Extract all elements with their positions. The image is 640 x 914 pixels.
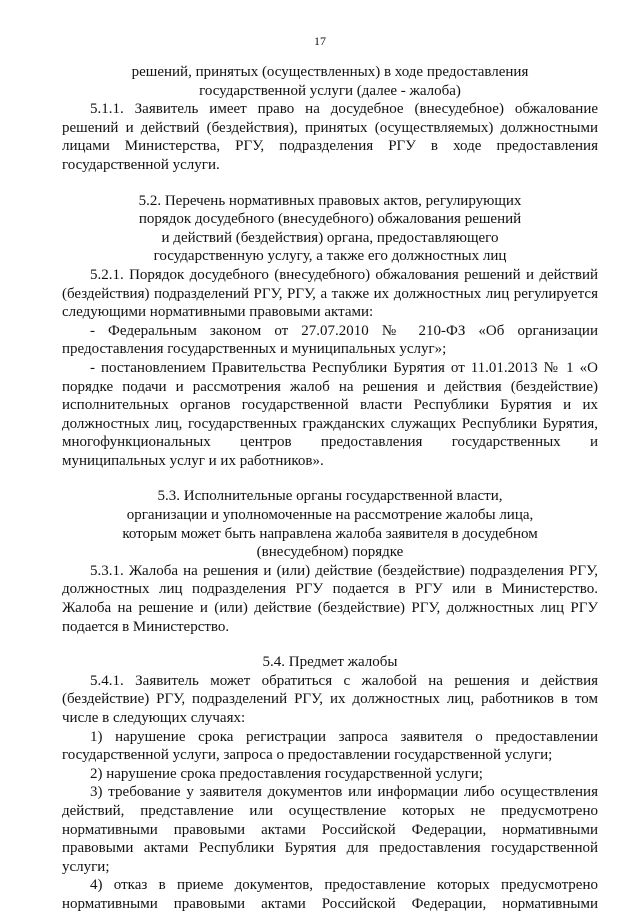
heading-5-2-line-2: порядок досудебного (внесудебного) обжалования решений bbox=[138, 211, 522, 228]
paragraph-5-2-1-item-resolution: - постановлением Правительства Республики Бурятия от 11.01.2013 № 1 «О порядке подачи и рассмотрения жалоб на решения и действия (бездействие) исполнительных органов государственной власти Республики Бурятия и их должностных лиц, государственных гражданских служащих Республики Бурятия, многофункциональных центров предоставления государственных и муниципальных услуг и их работников». bbox=[62, 359, 598, 469]
paragraph-5-4-1: 5.4.1. Заявитель может обратиться с жалобой на решения и действия (бездействие) РГУ, подразделений РГУ, их должностных лиц, работников в том числе в следующих случаях: bbox=[62, 672, 598, 726]
paragraph-5-1-1: 5.1.1. Заявитель имеет право на досудебное (внесудебное) обжалование решений и действий (бездействия), принятых (осуществляемых) должностными лицами Министерства, РГУ, подразделения РГУ в ходе предоставления государственной услуги. bbox=[62, 101, 598, 173]
heading-5-4: 5.4. Предмет жалобы bbox=[262, 654, 398, 671]
heading-5-3-line-4: (внесудебном) порядке bbox=[256, 544, 404, 561]
paragraph-5-4-1-item-3: 3) требование у заявителя документов или информации либо осуществления действий, представление или осуществление которых не предусмотрено нормативными правовыми актами Российской Федерации, нормативными правовыми актами Республики Бурятия для предоставления государственной услуги; bbox=[62, 784, 598, 875]
heading-5-3-line-3: которым может быть направлена жалоба заявителя в досудебном bbox=[122, 525, 538, 542]
heading-continuation-line-1: решений, принятых (осуществленных) в ходе предоставления bbox=[131, 64, 529, 80]
heading-5-3-line-1: 5.3. Исполнительные органы государственной власти, bbox=[157, 488, 503, 505]
heading-5-2-line-4: государственную услугу, а также его должностных лиц bbox=[153, 248, 507, 265]
paragraph-5-4-1-item-2: 2) нарушение срока предоставления государственной услуги; bbox=[90, 765, 483, 782]
paragraph-5-4-1-item-4: 4) отказ в приеме документов, предоставление которых предусмотрено нормативными правовыми актами Российской Федерации, нормативными bbox=[62, 877, 598, 912]
page-number: 17 bbox=[314, 34, 326, 48]
document-body bbox=[62, 63, 598, 914]
paragraph-5-2-1-item-federal-law: - Федеральным законом от 27.07.2010 № 210-ФЗ «Об организации предоставления государственных и муниципальных услуг»; bbox=[62, 322, 598, 358]
paragraph-5-4-1-item-1: 1) нарушение срока регистрации запроса заявителя о предоставлении государственной услуги, запроса о предоставлении государственной услуги; bbox=[62, 728, 598, 764]
heading-5-3-line-2: организации и уполномоченные на рассмотрение жалобы лица, bbox=[126, 507, 534, 524]
heading-continuation-line-2: государственной услуги (далее - жалоба) bbox=[199, 82, 461, 99]
heading-5-2-line-3: и действий (бездействия) органа, предоставляющего bbox=[161, 229, 499, 246]
paragraph-5-2-1: 5.2.1. Порядок досудебного (внесудебного) обжалования решений и действий (бездействия) подразделений РГУ, РГУ, а также их должностных лиц регулируется следующими нормативными правовыми актами: bbox=[62, 266, 598, 321]
paragraph-5-3-1: 5.3.1. Жалоба на решения и (или) действие (бездействие) подразделения РГУ, должностных лиц подразделения РГУ подается в РГУ или в Министерство. Жалоба на решение и (или) действие (бездействие) РГУ, должностных лиц РГУ подается в Министерство. bbox=[62, 562, 598, 635]
heading-5-2-line-1: 5.2. Перечень нормативных правовых актов, регулирующих bbox=[138, 192, 522, 209]
